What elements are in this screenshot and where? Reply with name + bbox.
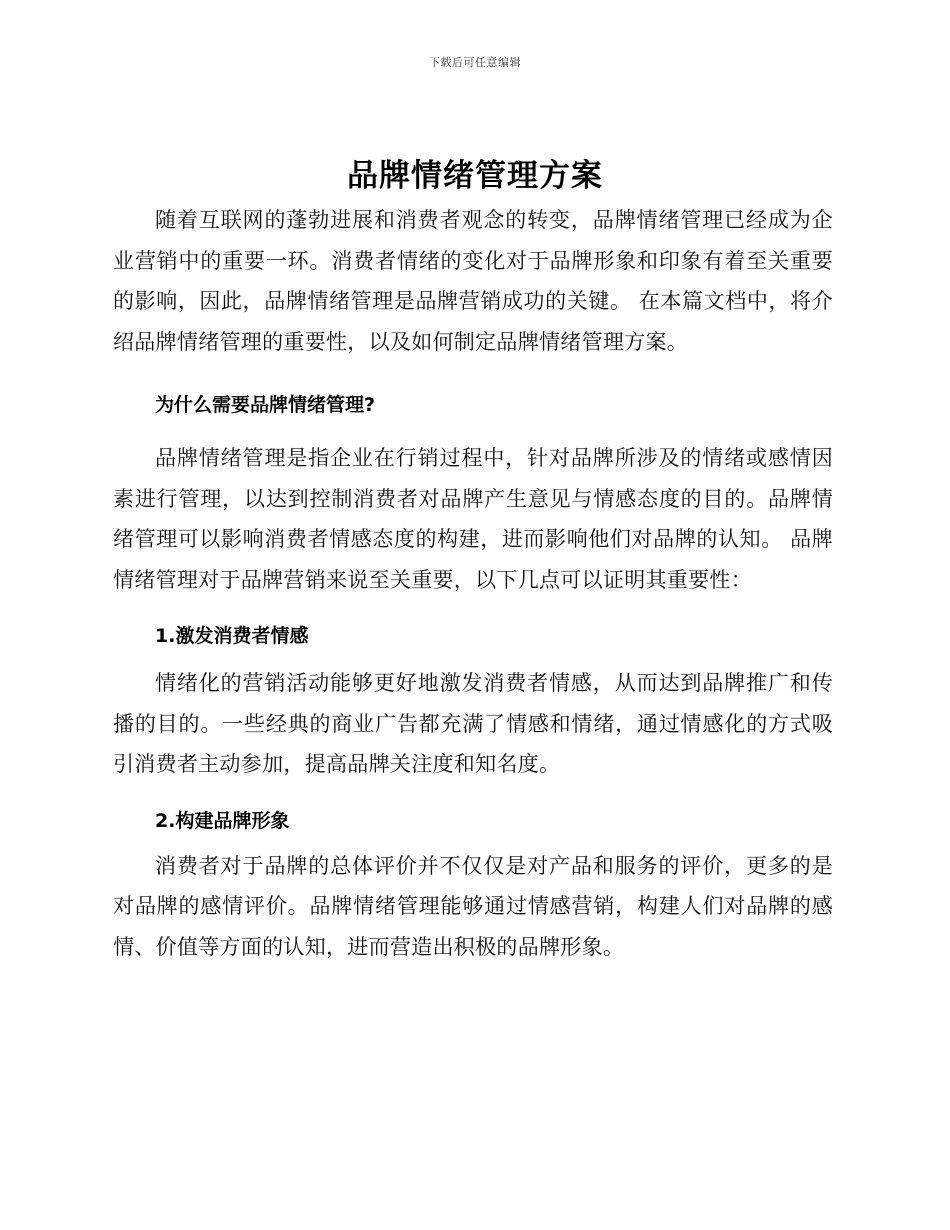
section-heading-emotion: 1.激发消费者情感	[155, 625, 309, 647]
section-heading-why: 为什么需要品牌情绪管理?	[155, 394, 376, 416]
page-header-note: 下载后可任意编辑	[429, 56, 521, 69]
section-paragraph-emotion: 情绪化的营销活动能够更好地激发消费者情感，从而达到品牌推广和传播的目的。一些经典的商业广告都充满了情感和情绪，通过情感化的方式吸引消费者主动参加，提高品牌关注度和知名度。	[113, 671, 833, 776]
document-title: 品牌情绪管理方案	[347, 158, 603, 194]
section-paragraph-why: 品牌情绪管理是指企业在行销过程中，针对品牌所涉及的情绪或感情因素进行管理，以达到控制消费者对品牌产生意见与情感态度的目的。品牌情绪管理可以影响消费者情感态度的构建，进而影响他们对品牌的认知。 品牌情绪管理对于品牌营销来说至关重要，以下几点可以证明其重要性：	[113, 446, 833, 592]
section-heading-image: 2.构建品牌形象	[155, 809, 290, 832]
section-paragraph-image: 消费者对于品牌的总体评价并不仅仅是对产品和服务的评价，更多的是对品牌的感情评价。品牌情绪管理能够通过情感营销，构建人们对品牌的感情、价值等方面的认知，进而营造出积极的品牌形象。	[113, 853, 833, 959]
document-body	[113, 200, 833, 967]
intro-paragraph: 随着互联网的蓬勃进展和消费者观念的转变，品牌情绪管理已经成为企业营销中的重要一环。消费者情绪的变化对于品牌形象和印象有着至关重要的影响，因此，品牌情绪管理是品牌营销成功的关键。 在本篇文档中，将介绍品牌情绪管理的重要性，以及如何制定品牌情绪管理方案。	[113, 208, 833, 354]
